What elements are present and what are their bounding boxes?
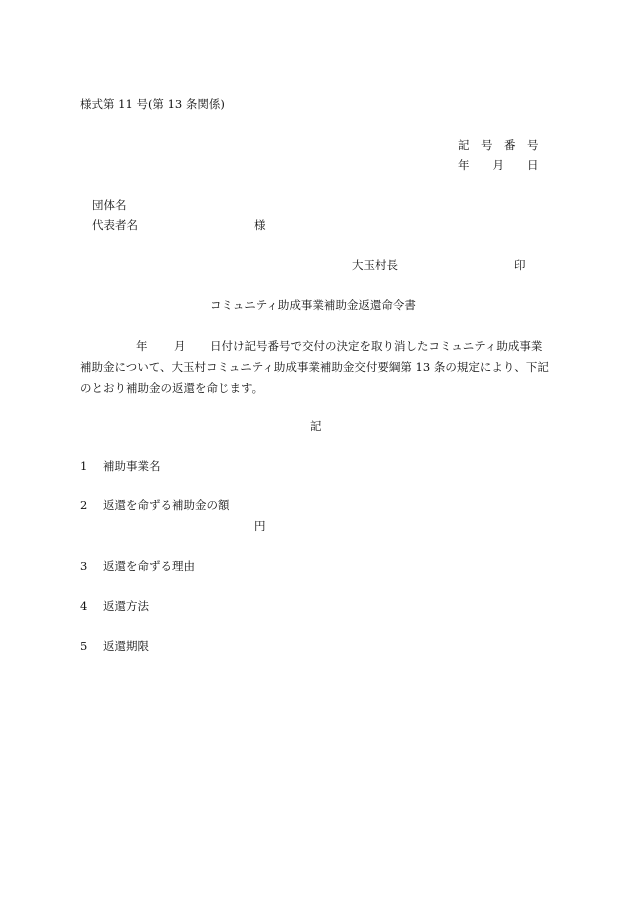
- body-line-1: 日付け記号番号で交付の決定を取り消したコミュニティ助成事業: [210, 339, 543, 353]
- document-title: コミュニティ助成事業補助金返還命令書: [210, 298, 416, 312]
- document-number: 記 号 番 号: [458, 138, 539, 152]
- body-line-2: 補助金について、大玉村コミュニティ助成事業補助金交付要綱第 13 条の規定により、下記: [80, 360, 549, 374]
- honorific: 様: [254, 218, 266, 232]
- item-label: 補助事業名: [103, 459, 161, 473]
- item-number: 4: [80, 599, 88, 613]
- issuer-title: 大玉村長: [352, 258, 398, 272]
- representative-name-label: 代表者名: [92, 218, 138, 232]
- item-number: 1: [80, 459, 88, 473]
- item-number: 2: [80, 498, 88, 512]
- item-label: 返還を命ずる補助金の額: [103, 498, 230, 512]
- item-number: 3: [80, 559, 88, 573]
- body-year: 年: [136, 339, 148, 353]
- seal-mark: 印: [514, 258, 526, 272]
- form-label: 様式第 11 号(第 13 条関係): [80, 97, 225, 111]
- issue-date: 年 月 日: [458, 158, 539, 172]
- item-label: 返還方法: [103, 599, 149, 613]
- body-month: 月: [174, 339, 186, 353]
- item-label: 返還を命ずる理由: [103, 559, 195, 573]
- body-line-3: のとおり補助金の返還を命じます。: [80, 381, 264, 395]
- item-number: 5: [80, 639, 88, 653]
- item-label: 返還期限: [103, 639, 149, 653]
- amount-unit: 円: [254, 519, 266, 533]
- ki-heading: 記: [310, 419, 322, 433]
- organization-name-label: 団体名: [92, 198, 127, 212]
